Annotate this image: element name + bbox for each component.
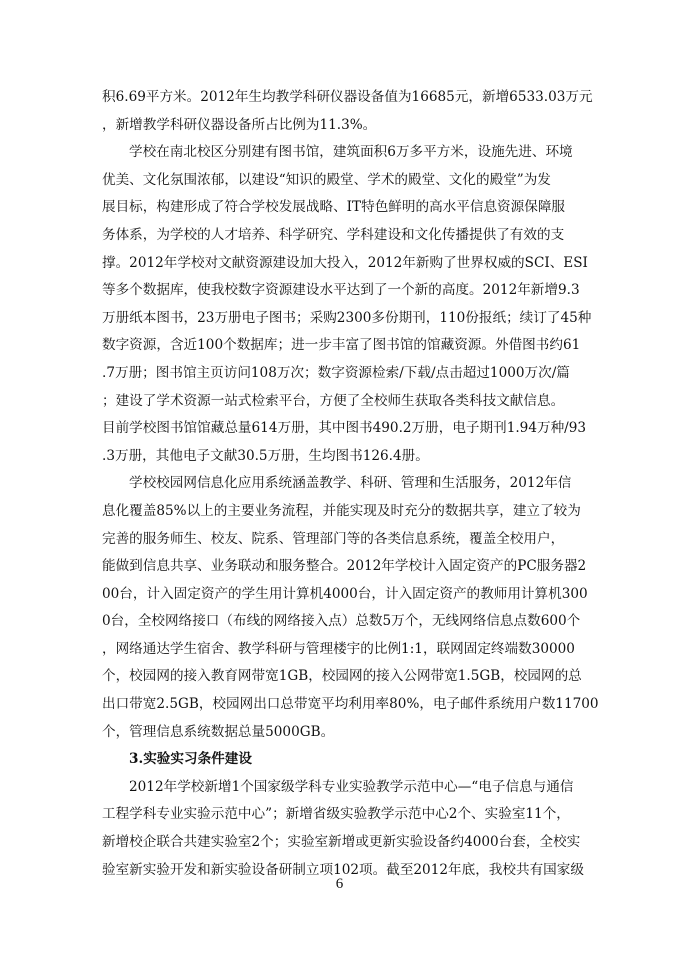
text-line: 能做到信息共享、业务联动和服务整合。2012年学校计入固定资产的PC服务器2 xyxy=(102,558,587,575)
paragraph-first-line: 学校在南北校区分别建有图书馆，建筑面积6万多平方米，设施先进、环境 xyxy=(129,144,573,161)
text-line: 个，管理信息系统数据总量5000GB。 xyxy=(102,723,335,740)
text-line: 数字资源，含近100个数据库；进一步丰富了图书馆的馆藏资源。外借图书约61 xyxy=(102,337,581,354)
paragraph-first-line: 2012年学校新增1个国家级学科专业实验教学示范中心—“电子信息与通信 xyxy=(129,778,574,795)
text-line: ，新增教学科研仪器设备所占比例为11.3%。 xyxy=(102,116,377,133)
paragraph-first-line: 学校校园网信息化应用系统涵盖教学、科研、管理和生活服务，2012年信 xyxy=(129,475,572,492)
text-line: 验室新实验开发和新实验设备研制立项102项。截至2012年底，我校共有国家级 xyxy=(102,861,584,878)
text-line: ；建设了学术资源一站式检索平台，方便了全校师生获取各类科技文献信息。 xyxy=(102,392,565,409)
text-line: 完善的服务师生、校友、院系、管理部门等的各类信息系统，覆盖全校用户， xyxy=(102,530,565,547)
text-line: 新增校企联合共建实验室2个；实验室新增或更新实验设备约4000台套，全校实 xyxy=(102,834,581,851)
text-line: .7万册；图书馆主页访问108万次；数字资源检索/下载/点击超过1000万次/篇 xyxy=(102,364,570,381)
text-line: 积6.69平方米。2012年生均教学科研仪器设备值为16685元，新增6533.03万元 xyxy=(102,89,593,105)
text-line: 0台，全校网络接口（布线的网络接入点）总数5万个，无线网络信息点数600个 xyxy=(102,613,581,630)
text-line: 工程学科专业实验示范中心”；新增省级实验教学示范中心2个、实验室11个， xyxy=(102,806,570,823)
text-line: 等多个数据库，使我校数字资源建设水平达到了一个新的高度。2012年新增9.3 xyxy=(102,282,580,299)
page-number: 6 xyxy=(335,876,344,892)
text-line: 万册纸本图书，23万册电子图书；采购2300多份期刊，110份报纸；续订了45种 xyxy=(102,309,592,326)
text-line: 展目标，构建形成了符合学校发展战略、IT特色鲜明的高水平信息资源保障服 xyxy=(102,199,566,216)
body-text xyxy=(102,84,599,884)
text-line: .3万册，其他电子文献30.5万册，生均图书126.4册。 xyxy=(102,447,429,464)
text-line: 息化覆盖85%以上的主要业务流程，并能实现及时充分的数据共享，建立了较为 xyxy=(102,502,581,519)
text-line: 目前学校图书馆馆藏总量614万册，其中图书490.2万册，电子期刊1.94万种/93 xyxy=(102,420,587,437)
text-line: 优美、文化氛围浓郁，以建设“知识的殿堂、学术的殿堂、文化的殿堂”为发 xyxy=(102,171,551,188)
section-heading: 3.实验实习条件建设 xyxy=(129,751,252,768)
text-line: 出口带宽2.5GB，校园网出口总带宽平均利用率80%，电子邮件系统用户数11700 xyxy=(102,696,599,713)
text-line: 个，校园网的接入教育网带宽1GB，校园网的接入公网带宽1.5GB，校园网的总 xyxy=(102,668,582,685)
text-line: 撑。2012年学校对文献资源建设加大投入，2012年新购了世界权威的SCI、ESI xyxy=(102,254,588,271)
text-line: 务体系，为学校的人才培养、科学研究、学科建设和文化传播提供了有效的支 xyxy=(102,226,565,243)
text-line: ，网络通达学生宿舍、教学科研与管理楼宇的比例1:1，联网固定终端数30000 xyxy=(102,640,575,657)
text-line: 00台，计入固定资产的学生用计算机4000台，计入固定资产的教师用计算机300 xyxy=(102,585,588,602)
